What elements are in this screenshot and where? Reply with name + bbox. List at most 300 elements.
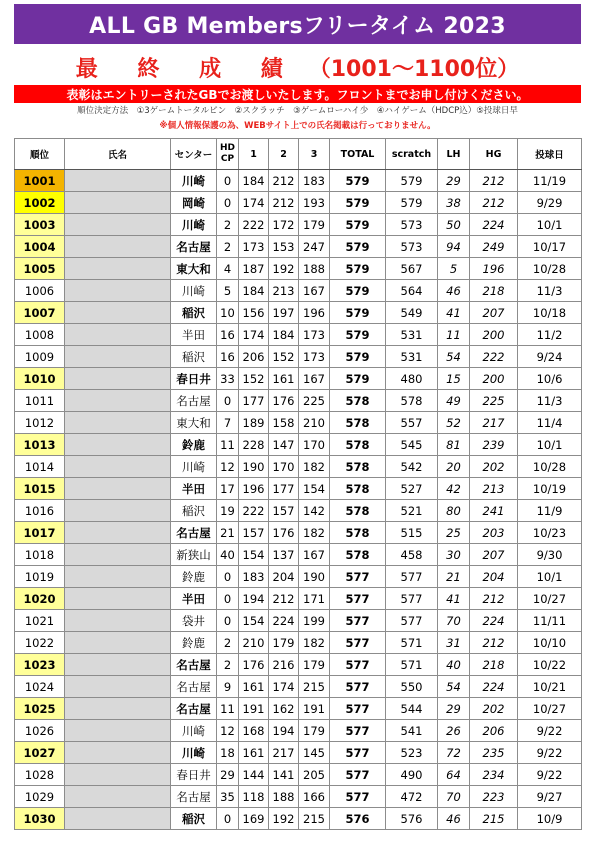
rank-cell: 1012	[15, 412, 65, 434]
center-cell: 袋井	[171, 610, 217, 632]
center-cell: 東大和	[171, 258, 217, 280]
date-cell: 11/11	[518, 610, 582, 632]
table-row	[15, 434, 582, 456]
game1-cell: 189	[239, 412, 269, 434]
game1-cell: 174	[239, 192, 269, 214]
hdcp-cell: 29	[217, 764, 239, 786]
lh-cell: 50	[438, 214, 470, 236]
center-cell: 半田	[171, 588, 217, 610]
hg-cell: 204	[470, 566, 518, 588]
game3-cell: 179	[299, 720, 330, 742]
lh-cell: 72	[438, 742, 470, 764]
game2-cell: 177	[269, 478, 299, 500]
scratch-cell: 573	[386, 214, 438, 236]
col-header-hg: HG	[470, 139, 518, 170]
rank-cell: 1016	[15, 500, 65, 522]
game2-cell: 137	[269, 544, 299, 566]
scratch-cell: 578	[386, 390, 438, 412]
lh-cell: 70	[438, 786, 470, 808]
game3-cell: 225	[299, 390, 330, 412]
game2-cell: 192	[269, 258, 299, 280]
lh-cell: 46	[438, 808, 470, 830]
rank-cell: 1002	[15, 192, 65, 214]
total-cell: 578	[330, 412, 386, 434]
center-cell: 名古屋	[171, 522, 217, 544]
total-cell: 578	[330, 390, 386, 412]
date-cell: 10/27	[518, 588, 582, 610]
game3-cell: 188	[299, 258, 330, 280]
hg-cell: 222	[470, 346, 518, 368]
table-row	[15, 610, 582, 632]
center-cell: 川崎	[171, 170, 217, 192]
center-cell: 名古屋	[171, 654, 217, 676]
game2-cell: 197	[269, 302, 299, 324]
hg-cell: 203	[470, 522, 518, 544]
rank-cell: 1027	[15, 742, 65, 764]
game3-cell: 179	[299, 654, 330, 676]
subtitle-rank-range: （1001〜1100位）	[308, 56, 520, 82]
game2-cell: 176	[269, 390, 299, 412]
rank-cell: 1030	[15, 808, 65, 830]
lh-cell: 70	[438, 610, 470, 632]
name-cell	[65, 610, 171, 632]
date-cell: 10/28	[518, 456, 582, 478]
lh-cell: 31	[438, 632, 470, 654]
scratch-cell: 515	[386, 522, 438, 544]
game3-cell: 171	[299, 588, 330, 610]
date-cell: 10/27	[518, 698, 582, 720]
table-row	[15, 302, 582, 324]
hg-cell: 235	[470, 742, 518, 764]
name-cell	[65, 302, 171, 324]
date-cell: 10/6	[518, 368, 582, 390]
total-cell: 578	[330, 522, 386, 544]
scratch-cell: 579	[386, 192, 438, 214]
hdcp-cell: 0	[217, 566, 239, 588]
hdcp-cell: 17	[217, 478, 239, 500]
total-cell: 577	[330, 654, 386, 676]
hdcp-cell: 7	[217, 412, 239, 434]
table-row	[15, 566, 582, 588]
total-cell: 579	[330, 170, 386, 192]
date-cell: 10/23	[518, 522, 582, 544]
game1-cell: 161	[239, 676, 269, 698]
hdcp-cell: 12	[217, 456, 239, 478]
table-row	[15, 742, 582, 764]
game3-cell: 182	[299, 522, 330, 544]
lh-cell: 40	[438, 654, 470, 676]
scratch-cell: 542	[386, 456, 438, 478]
lh-cell: 80	[438, 500, 470, 522]
game2-cell: 217	[269, 742, 299, 764]
scratch-cell: 527	[386, 478, 438, 500]
rank-cell: 1026	[15, 720, 65, 742]
hg-cell: 224	[470, 610, 518, 632]
hg-cell: 249	[470, 236, 518, 258]
lh-cell: 29	[438, 170, 470, 192]
game2-cell: 170	[269, 456, 299, 478]
game1-cell: 161	[239, 742, 269, 764]
award-notice: 表彰はエントリーされたGBでお渡しいたします。フロントまでお申し付けください。	[14, 85, 581, 103]
date-cell: 11/3	[518, 390, 582, 412]
total-cell: 578	[330, 544, 386, 566]
game1-cell: 183	[239, 566, 269, 588]
game3-cell: 167	[299, 544, 330, 566]
hg-cell: 212	[470, 192, 518, 214]
center-cell: 名古屋	[171, 786, 217, 808]
total-cell: 578	[330, 478, 386, 500]
name-cell	[65, 390, 171, 412]
name-cell	[65, 698, 171, 720]
lh-cell: 25	[438, 522, 470, 544]
col-header-game2: 2	[269, 139, 299, 170]
center-cell: 東大和	[171, 412, 217, 434]
hg-cell: 223	[470, 786, 518, 808]
game3-cell: 215	[299, 808, 330, 830]
table-row	[15, 676, 582, 698]
total-cell: 577	[330, 786, 386, 808]
rank-cell: 1022	[15, 632, 65, 654]
game3-cell: 154	[299, 478, 330, 500]
game2-cell: 172	[269, 214, 299, 236]
name-cell	[65, 654, 171, 676]
game2-cell: 194	[269, 720, 299, 742]
hdcp-cell: 35	[217, 786, 239, 808]
game3-cell: 191	[299, 698, 330, 720]
center-cell: 名古屋	[171, 390, 217, 412]
center-cell: 名古屋	[171, 698, 217, 720]
name-cell	[65, 478, 171, 500]
date-cell: 9/24	[518, 346, 582, 368]
table-row	[15, 390, 582, 412]
name-cell	[65, 346, 171, 368]
game2-cell: 188	[269, 786, 299, 808]
center-cell: 新狭山	[171, 544, 217, 566]
rank-cell: 1007	[15, 302, 65, 324]
game2-cell: 192	[269, 808, 299, 830]
hdcp-cell: 21	[217, 522, 239, 544]
center-cell: 川崎	[171, 214, 217, 236]
date-cell: 10/21	[518, 676, 582, 698]
game1-cell: 169	[239, 808, 269, 830]
col-header-rank: 順位	[15, 139, 65, 170]
rank-cell: 1001	[15, 170, 65, 192]
date-cell: 10/1	[518, 566, 582, 588]
center-cell: 名古屋	[171, 676, 217, 698]
col-header-game1: 1	[239, 139, 269, 170]
date-cell: 10/17	[518, 236, 582, 258]
table-row	[15, 654, 582, 676]
rank-cell: 1023	[15, 654, 65, 676]
name-cell	[65, 368, 171, 390]
hg-cell: 241	[470, 500, 518, 522]
name-cell	[65, 566, 171, 588]
game1-cell: 190	[239, 456, 269, 478]
col-header-center: センター	[171, 139, 217, 170]
table-header-row	[15, 139, 582, 170]
game1-cell: 144	[239, 764, 269, 786]
game1-cell: 168	[239, 720, 269, 742]
document-subtitle	[0, 52, 595, 82]
game1-cell: 206	[239, 346, 269, 368]
lh-cell: 81	[438, 434, 470, 456]
total-cell: 577	[330, 698, 386, 720]
rank-cell: 1010	[15, 368, 65, 390]
table-row	[15, 588, 582, 610]
game2-cell: 179	[269, 632, 299, 654]
game2-cell: 153	[269, 236, 299, 258]
game3-cell: 179	[299, 214, 330, 236]
hg-cell: 224	[470, 214, 518, 236]
table-row	[15, 478, 582, 500]
scratch-cell: 576	[386, 808, 438, 830]
date-cell: 9/30	[518, 544, 582, 566]
hdcp-cell: 2	[217, 214, 239, 236]
center-cell: 鈴鹿	[171, 566, 217, 588]
game3-cell: 167	[299, 368, 330, 390]
lh-cell: 41	[438, 588, 470, 610]
table-row	[15, 632, 582, 654]
game2-cell: 147	[269, 434, 299, 456]
center-cell: 稲沢	[171, 500, 217, 522]
game2-cell: 141	[269, 764, 299, 786]
total-cell: 577	[330, 742, 386, 764]
center-cell: 稲沢	[171, 808, 217, 830]
game2-cell: 212	[269, 170, 299, 192]
hdcp-cell: 2	[217, 654, 239, 676]
date-cell: 10/19	[518, 478, 582, 500]
hdcp-cell: 0	[217, 588, 239, 610]
center-cell: 半田	[171, 324, 217, 346]
game1-cell: 222	[239, 500, 269, 522]
hg-cell: 239	[470, 434, 518, 456]
total-cell: 579	[330, 324, 386, 346]
lh-cell: 46	[438, 280, 470, 302]
table-row	[15, 324, 582, 346]
game3-cell: 247	[299, 236, 330, 258]
rank-cell: 1005	[15, 258, 65, 280]
name-cell	[65, 764, 171, 786]
total-cell: 579	[330, 236, 386, 258]
table-row	[15, 214, 582, 236]
game2-cell: 212	[269, 192, 299, 214]
lh-cell: 54	[438, 676, 470, 698]
total-cell: 577	[330, 764, 386, 786]
name-cell	[65, 412, 171, 434]
game1-cell: 152	[239, 368, 269, 390]
scratch-cell: 571	[386, 654, 438, 676]
rank-cell: 1009	[15, 346, 65, 368]
total-cell: 577	[330, 720, 386, 742]
center-cell: 半田	[171, 478, 217, 500]
game3-cell: 193	[299, 192, 330, 214]
hg-cell: 217	[470, 412, 518, 434]
lh-cell: 30	[438, 544, 470, 566]
col-header-total: TOTAL	[330, 139, 386, 170]
hdcp-cell: 4	[217, 258, 239, 280]
rank-cell: 1006	[15, 280, 65, 302]
center-cell: 鈴鹿	[171, 632, 217, 654]
hg-cell: 207	[470, 302, 518, 324]
hg-cell: 212	[470, 632, 518, 654]
hdcp-cell: 0	[217, 192, 239, 214]
name-cell	[65, 236, 171, 258]
game1-cell: 156	[239, 302, 269, 324]
hg-cell: 215	[470, 808, 518, 830]
game1-cell: 187	[239, 258, 269, 280]
rank-cell: 1020	[15, 588, 65, 610]
scratch-cell: 490	[386, 764, 438, 786]
rank-cell: 1014	[15, 456, 65, 478]
total-cell: 576	[330, 808, 386, 830]
name-cell	[65, 192, 171, 214]
table-row	[15, 500, 582, 522]
table-row	[15, 412, 582, 434]
game3-cell: 166	[299, 786, 330, 808]
game1-cell: 118	[239, 786, 269, 808]
total-cell: 578	[330, 456, 386, 478]
total-cell: 577	[330, 676, 386, 698]
lh-cell: 54	[438, 346, 470, 368]
hdcp-cell: 16	[217, 346, 239, 368]
lh-cell: 5	[438, 258, 470, 280]
hdcp-cell: 11	[217, 434, 239, 456]
name-cell	[65, 786, 171, 808]
center-cell: 川崎	[171, 742, 217, 764]
name-cell	[65, 258, 171, 280]
hg-cell: 202	[470, 698, 518, 720]
lh-cell: 94	[438, 236, 470, 258]
game1-cell: 222	[239, 214, 269, 236]
game3-cell: 173	[299, 324, 330, 346]
game3-cell: 183	[299, 170, 330, 192]
game1-cell: 196	[239, 478, 269, 500]
game3-cell: 173	[299, 346, 330, 368]
name-cell	[65, 720, 171, 742]
game1-cell: 154	[239, 610, 269, 632]
scratch-cell: 531	[386, 346, 438, 368]
name-cell	[65, 808, 171, 830]
total-cell: 579	[330, 192, 386, 214]
rank-cell: 1003	[15, 214, 65, 236]
privacy-note: ※個人情報保護の為、WEBサイト上での氏名掲載は行っておりません。	[159, 121, 436, 131]
col-header-scratch: scratch	[386, 139, 438, 170]
game3-cell: 182	[299, 632, 330, 654]
name-cell	[65, 632, 171, 654]
rank-cell: 1017	[15, 522, 65, 544]
game2-cell: 158	[269, 412, 299, 434]
total-cell: 577	[330, 588, 386, 610]
lh-cell: 21	[438, 566, 470, 588]
name-cell	[65, 324, 171, 346]
center-cell: 春日井	[171, 368, 217, 390]
table-row	[15, 698, 582, 720]
lh-cell: 15	[438, 368, 470, 390]
total-cell: 578	[330, 500, 386, 522]
date-cell: 10/1	[518, 434, 582, 456]
center-cell: 名古屋	[171, 236, 217, 258]
rank-cell: 1008	[15, 324, 65, 346]
date-cell: 11/4	[518, 412, 582, 434]
col-header-date: 投球日	[518, 139, 582, 170]
hdcp-cell: 0	[217, 808, 239, 830]
rank-cell: 1024	[15, 676, 65, 698]
table-row	[15, 258, 582, 280]
game2-cell: 224	[269, 610, 299, 632]
hg-cell: 212	[470, 588, 518, 610]
name-cell	[65, 214, 171, 236]
table-row	[15, 544, 582, 566]
hdcp-cell: 12	[217, 720, 239, 742]
table-row	[15, 236, 582, 258]
scratch-cell: 577	[386, 610, 438, 632]
game1-cell: 194	[239, 588, 269, 610]
date-cell: 10/18	[518, 302, 582, 324]
game3-cell: 199	[299, 610, 330, 632]
subtitle-final-results: 最 終 成 績	[75, 56, 299, 82]
date-cell: 11/19	[518, 170, 582, 192]
date-cell: 9/22	[518, 720, 582, 742]
center-cell: 春日井	[171, 764, 217, 786]
lh-cell: 38	[438, 192, 470, 214]
total-cell: 579	[330, 302, 386, 324]
table-row	[15, 720, 582, 742]
game1-cell: 228	[239, 434, 269, 456]
name-cell	[65, 500, 171, 522]
hg-cell: 202	[470, 456, 518, 478]
hg-cell: 218	[470, 654, 518, 676]
center-cell: 稲沢	[171, 346, 217, 368]
date-cell: 9/27	[518, 786, 582, 808]
rank-cell: 1029	[15, 786, 65, 808]
rank-cell: 1015	[15, 478, 65, 500]
table-row	[15, 368, 582, 390]
game2-cell: 174	[269, 676, 299, 698]
hg-cell: 225	[470, 390, 518, 412]
date-cell: 9/22	[518, 742, 582, 764]
center-cell: 稲沢	[171, 302, 217, 324]
scratch-cell: 549	[386, 302, 438, 324]
hdcp-cell: 40	[217, 544, 239, 566]
game2-cell: 176	[269, 522, 299, 544]
center-cell: 川崎	[171, 280, 217, 302]
document-banner-title: ALL GB Membersフリータイム 2023	[14, 4, 581, 44]
date-cell: 11/9	[518, 500, 582, 522]
game1-cell: 184	[239, 280, 269, 302]
hdcp-cell: 2	[217, 632, 239, 654]
lh-cell: 41	[438, 302, 470, 324]
table-row	[15, 346, 582, 368]
game3-cell: 205	[299, 764, 330, 786]
lh-cell: 20	[438, 456, 470, 478]
name-cell	[65, 170, 171, 192]
lh-cell: 11	[438, 324, 470, 346]
date-cell: 9/22	[518, 764, 582, 786]
lh-cell: 26	[438, 720, 470, 742]
game1-cell: 157	[239, 522, 269, 544]
date-cell: 10/10	[518, 632, 582, 654]
total-cell: 577	[330, 632, 386, 654]
results-rows	[15, 170, 582, 830]
scratch-cell: 480	[386, 368, 438, 390]
game2-cell: 184	[269, 324, 299, 346]
total-cell: 577	[330, 566, 386, 588]
game2-cell: 157	[269, 500, 299, 522]
col-header-name: 氏名	[65, 139, 171, 170]
name-cell	[65, 676, 171, 698]
game1-cell: 184	[239, 170, 269, 192]
col-header-game3: 3	[299, 139, 330, 170]
